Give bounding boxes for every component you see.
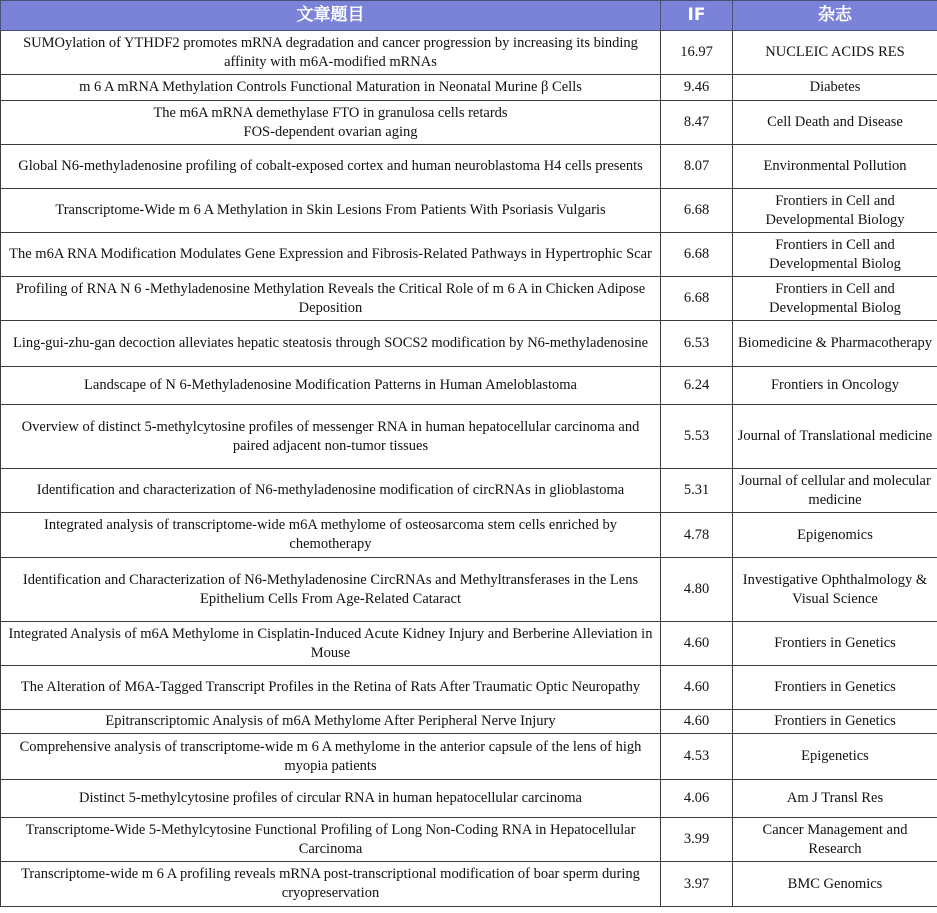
journal-cell: Diabetes xyxy=(733,75,937,101)
journal-cell: Frontiers in Cell and Developmental Biolog xyxy=(733,233,937,277)
journal-cell: Am J Transl Res xyxy=(733,780,937,818)
journal-cell: Frontiers in Genetics xyxy=(733,710,937,734)
impact-factor-cell: 4.80 xyxy=(661,558,733,622)
article-title-cell: The Alteration of M6A-Tagged Transcript Profiles in the Retina of Rats After Traumatic Optic Neuropathy xyxy=(1,666,661,710)
impact-factor-cell: 16.97 xyxy=(661,31,733,75)
journal-cell: Journal of Translational medicine xyxy=(733,405,937,469)
article-title-cell: Integrated Analysis of m6A Methylome in Cisplatin-Induced Acute Kidney Injury and Berberine Alleviation in Mouse xyxy=(1,622,661,666)
impact-factor-cell: 6.24 xyxy=(661,367,733,405)
article-title-cell: Transcriptome-wide m 6 A profiling reveals mRNA post-transcriptional modification of boar sperm during cryopreservation xyxy=(1,862,661,907)
impact-factor-cell: 6.68 xyxy=(661,189,733,233)
table-row xyxy=(1,780,937,818)
table-row xyxy=(1,75,937,101)
table-row xyxy=(1,513,937,558)
journal-cell: Journal of cellular and molecular medicine xyxy=(733,469,937,513)
article-title-cell: Transcriptome-Wide m 6 A Methylation in Skin Lesions From Patients With Psoriasis Vulgaris xyxy=(1,189,661,233)
table-row xyxy=(1,321,937,367)
table-body xyxy=(1,31,937,907)
article-title-cell: Transcriptome-Wide 5-Methylcytosine Functional Profiling of Long Non-Coding RNA in Hepatocellular Carcinoma xyxy=(1,818,661,862)
table-row xyxy=(1,31,937,75)
impact-factor-cell: 9.46 xyxy=(661,75,733,101)
article-title-cell: Landscape of N 6-Methyladenosine Modification Patterns in Human Ameloblastoma xyxy=(1,367,661,405)
journal-cell: Frontiers in Cell and Developmental Biology xyxy=(733,189,937,233)
article-title-cell: Comprehensive analysis of transcriptome-wide m 6 A methylome in the anterior capsule of the lens of high myopia patients xyxy=(1,734,661,780)
journal-cell: Environmental Pollution xyxy=(733,145,937,189)
impact-factor-cell: 4.53 xyxy=(661,734,733,780)
impact-factor-cell: 3.97 xyxy=(661,862,733,907)
journal-cell: Frontiers in Cell and Developmental Biolog xyxy=(733,277,937,321)
table-row xyxy=(1,622,937,666)
table-row xyxy=(1,189,937,233)
impact-factor-cell: 4.06 xyxy=(661,780,733,818)
journal-cell: Biomedicine & Pharmacotherapy xyxy=(733,321,937,367)
article-title-cell: Distinct 5-methylcytosine profiles of circular RNA in human hepatocellular carcinoma xyxy=(1,780,661,818)
impact-factor-cell: 6.53 xyxy=(661,321,733,367)
table-row xyxy=(1,101,937,145)
impact-factor-cell: 4.60 xyxy=(661,622,733,666)
article-title-cell: The m6A RNA Modification Modulates Gene Expression and Fibrosis-Related Pathways in Hypertrophic Scar xyxy=(1,233,661,277)
article-title-cell: Global N6-methyladenosine profiling of cobalt-exposed cortex and human neuroblastoma H4 cells presents xyxy=(1,145,661,189)
journal-cell: Epigenomics xyxy=(733,513,937,558)
journal-cell: Frontiers in Oncology xyxy=(733,367,937,405)
impact-factor-cell: 6.68 xyxy=(661,277,733,321)
article-title-cell: SUMOylation of YTHDF2 promotes mRNA degradation and cancer progression by increasing its binding affinity with m6A-modified mRNAs xyxy=(1,31,661,75)
table-row xyxy=(1,277,937,321)
impact-factor-cell: 5.53 xyxy=(661,405,733,469)
article-title-cell: Overview of distinct 5-methylcytosine profiles of messenger RNA in human hepatocellular carcinoma and paired adjacent non-tumor tissues xyxy=(1,405,661,469)
table-row xyxy=(1,233,937,277)
table-row xyxy=(1,145,937,189)
article-title-cell: Identification and Characterization of N6-Methyladenosine CircRNAs and Methyltransferases in the Lens Epithelium Cells From Age-Related Cataract xyxy=(1,558,661,622)
journal-cell: Cancer Management and Research xyxy=(733,818,937,862)
impact-factor-cell: 8.07 xyxy=(661,145,733,189)
journal-cell: Investigative Ophthalmology & Visual Science xyxy=(733,558,937,622)
impact-factor-cell: 3.99 xyxy=(661,818,733,862)
journal-cell: BMC Genomics xyxy=(733,862,937,907)
table-row xyxy=(1,558,937,622)
article-title-cell: Profiling of RNA N 6 -Methyladenosine Methylation Reveals the Critical Role of m 6 A in Chicken Adipose Deposition xyxy=(1,277,661,321)
table-row xyxy=(1,666,937,710)
header-row xyxy=(1,1,937,31)
impact-factor-cell: 4.60 xyxy=(661,666,733,710)
journal-cell: Frontiers in Genetics xyxy=(733,622,937,666)
article-title-cell: m 6 A mRNA Methylation Controls Functional Maturation in Neonatal Murine β Cells xyxy=(1,75,661,101)
table-row xyxy=(1,367,937,405)
impact-factor-cell: 4.60 xyxy=(661,710,733,734)
table-row xyxy=(1,862,937,907)
table-row xyxy=(1,405,937,469)
header-if: IF xyxy=(661,1,733,31)
article-title-cell: Ling-gui-zhu-gan decoction alleviates hepatic steatosis through SOCS2 modification by N6-methyladenosine xyxy=(1,321,661,367)
impact-factor-cell: 8.47 xyxy=(661,101,733,145)
header-journal: 杂志 xyxy=(733,1,937,31)
article-title-cell: Epitranscriptomic Analysis of m6A Methylome After Peripheral Nerve Injury xyxy=(1,710,661,734)
journal-cell: Frontiers in Genetics xyxy=(733,666,937,710)
table-row xyxy=(1,710,937,734)
impact-factor-cell: 6.68 xyxy=(661,233,733,277)
journal-cell: Cell Death and Disease xyxy=(733,101,937,145)
journal-cell: Epigenetics xyxy=(733,734,937,780)
table-row xyxy=(1,734,937,780)
table-row xyxy=(1,818,937,862)
table-row xyxy=(1,469,937,513)
article-title-cell: Identification and characterization of N6-methyladenosine modification of circRNAs in glioblastoma xyxy=(1,469,661,513)
impact-factor-cell: 5.31 xyxy=(661,469,733,513)
header-title: 文章题目 xyxy=(1,1,661,31)
article-title-cell: The m6A mRNA demethylase FTO in granulosa cells retards FOS-dependent ovarian aging xyxy=(1,101,661,145)
impact-factor-cell: 4.78 xyxy=(661,513,733,558)
article-title-cell: Integrated analysis of transcriptome-wide m6A methylome of osteosarcoma stem cells enriched by chemotherapy xyxy=(1,513,661,558)
journal-cell: NUCLEIC ACIDS RES xyxy=(733,31,937,75)
